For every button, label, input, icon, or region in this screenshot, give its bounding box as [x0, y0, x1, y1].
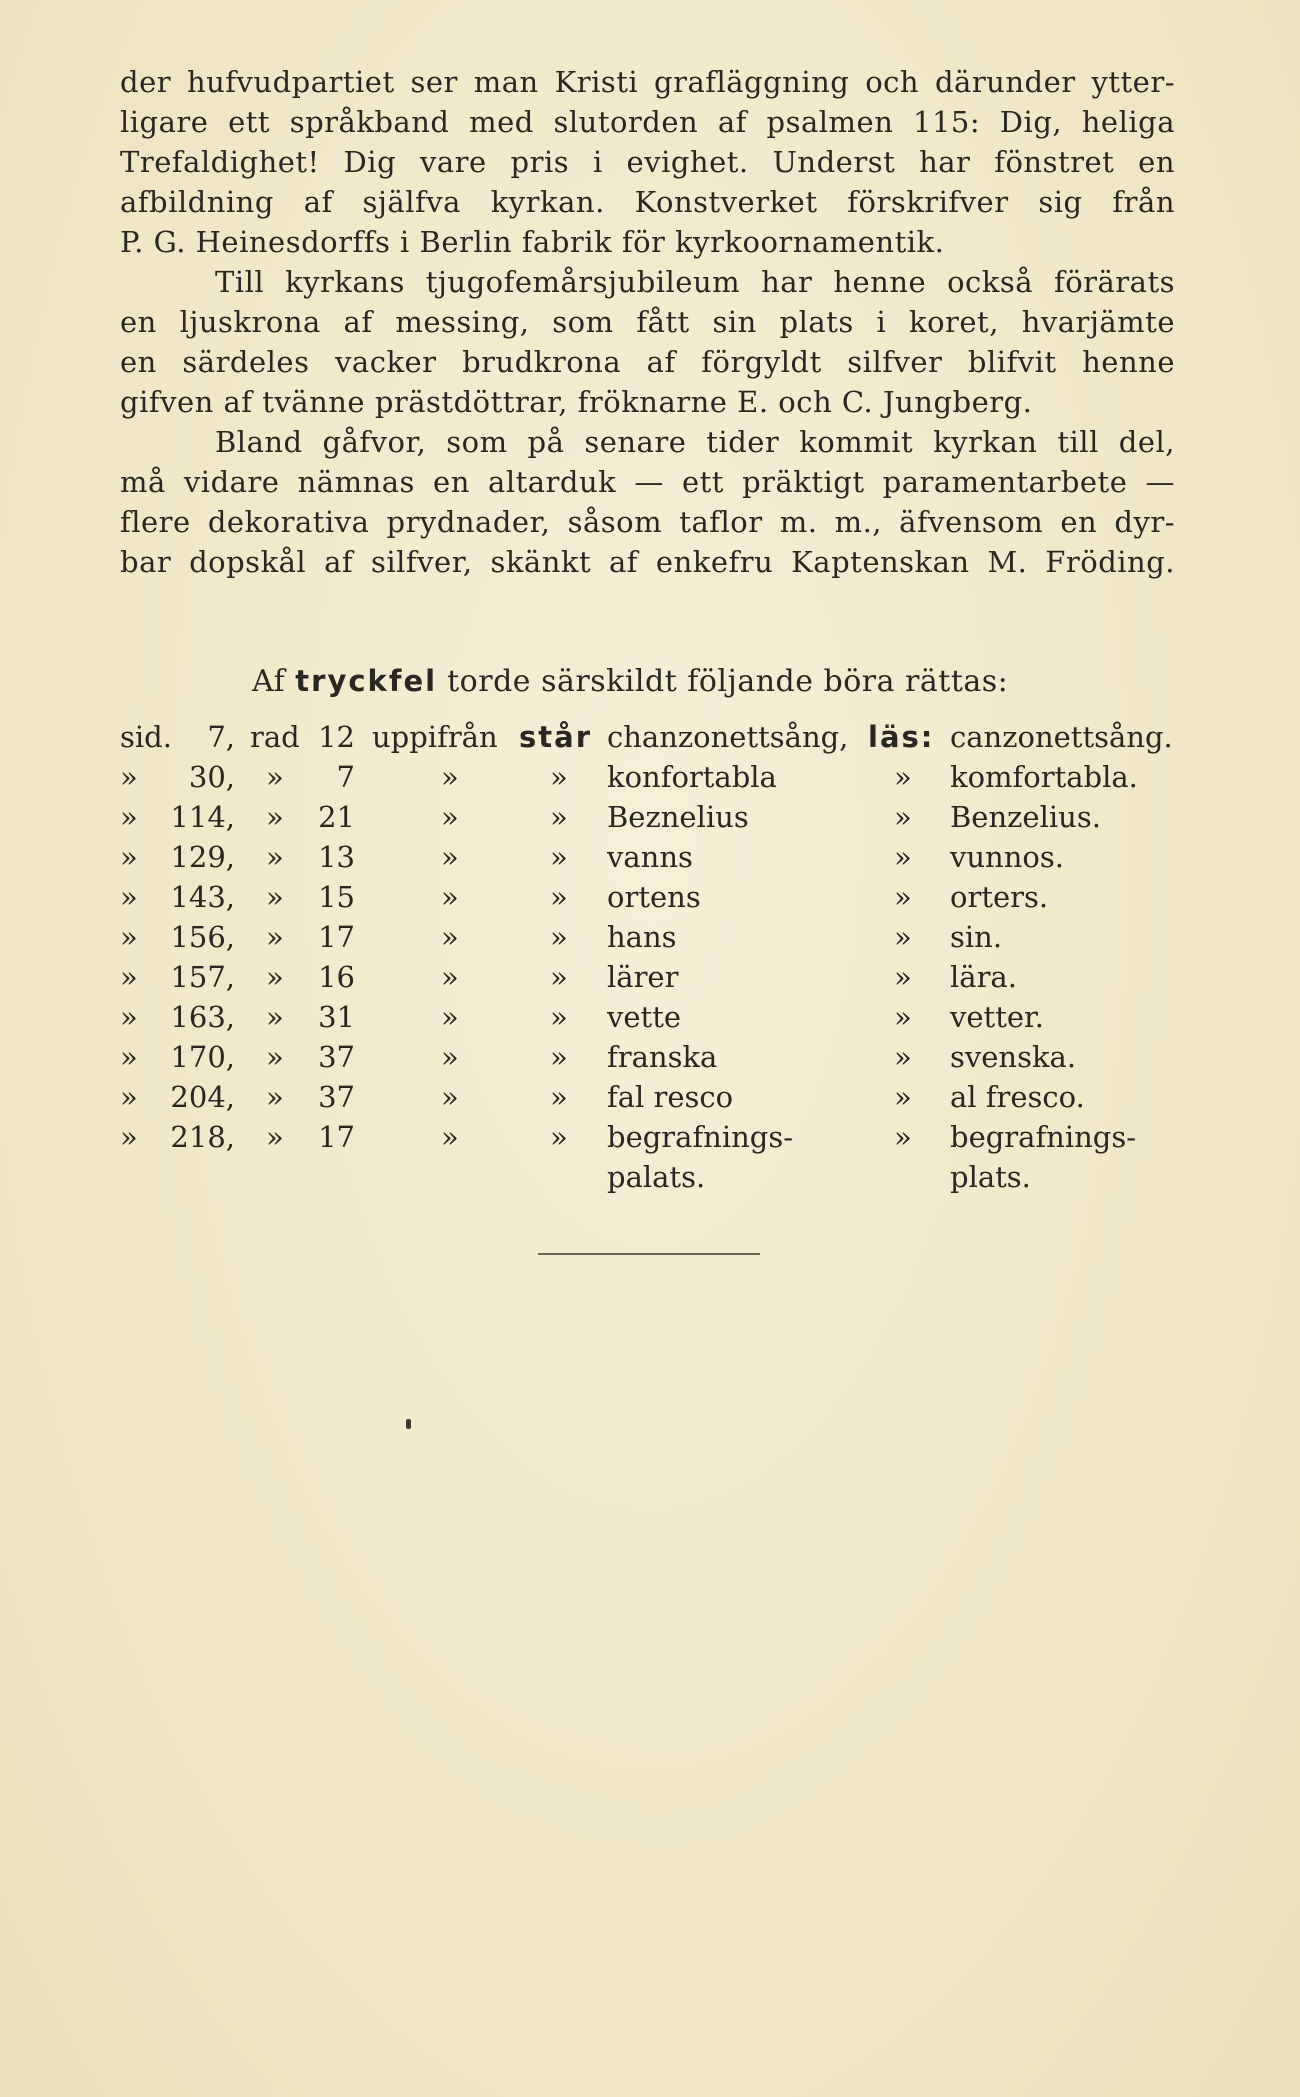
- errata-ditto: »: [266, 840, 284, 874]
- end-rule: [538, 1253, 760, 1255]
- errata-line: 17: [318, 1120, 355, 1154]
- text-line: afbildning af själfva kyrkan. Konstverket förskrifver sig från: [120, 185, 1175, 219]
- errata-row: [0, 800, 1300, 840]
- errata-page: 30,: [188, 760, 235, 794]
- errata-wrong: franska: [607, 1040, 718, 1074]
- text-line: der hufvudpartiet ser man Kristi grafläggning och därunder ytter-: [120, 65, 1175, 99]
- errata-page: 7,: [207, 720, 235, 754]
- errata-ditto: »: [894, 960, 912, 994]
- text-line: gifven af tvänne prästdöttrar, fröknarne E. och C. Jungberg.: [120, 385, 1033, 419]
- errata-ditto: »: [441, 880, 459, 914]
- errata-right: orters.: [950, 880, 1049, 914]
- errata-heading-spaced: tryckfel: [295, 664, 438, 698]
- errata-ditto: »: [266, 960, 284, 994]
- errata-uppifran-label: uppifrån: [372, 720, 498, 754]
- text-line: P. G. Heinesdorffs i Berlin fabrik för kyrkoornamentik.: [120, 225, 945, 259]
- errata-line: 31: [318, 1000, 355, 1034]
- text-line: en ljuskrona af messing, som fått sin plats i koret, hvarjämte: [120, 305, 1175, 339]
- errata-right: Benzelius.: [950, 800, 1101, 834]
- errata-ditto: »: [266, 1000, 284, 1034]
- errata-ditto: »: [894, 880, 912, 914]
- errata-ditto: »: [550, 1120, 568, 1154]
- errata-header-row: [0, 720, 1300, 760]
- errata-right: komfortabla.: [950, 760, 1138, 794]
- errata-line: 37: [318, 1040, 355, 1074]
- errata-ditto: »: [266, 1120, 284, 1154]
- errata-ditto: »: [894, 920, 912, 954]
- errata-ditto: »: [550, 960, 568, 994]
- errata-ditto: »: [120, 960, 138, 994]
- errata-right: svenska.: [950, 1040, 1077, 1074]
- errata-right: vetter.: [950, 1000, 1044, 1034]
- errata-page: 163,: [170, 1000, 235, 1034]
- text-line: ligare ett språkband med slutorden af psalmen 115: Dig, heliga: [120, 105, 1175, 139]
- errata-heading-after: torde särskildt följande böra rättas:: [447, 664, 1009, 699]
- errata-ditto: »: [120, 1080, 138, 1114]
- errata-ditto: »: [441, 760, 459, 794]
- errata-ditto: »: [894, 840, 912, 874]
- text-line: Trefaldighet! Dig vare pris i evighet. Underst har fönstret en: [120, 145, 1175, 179]
- errata-ditto: »: [894, 1120, 912, 1154]
- errata-ditto: »: [441, 840, 459, 874]
- errata-ditto: »: [894, 760, 912, 794]
- errata-heading-before: Af: [252, 664, 286, 699]
- errata-ditto: »: [550, 920, 568, 954]
- errata-ditto: »: [120, 880, 138, 914]
- errata-wrong: chanzonettsång,: [607, 720, 849, 754]
- errata-ditto: »: [120, 920, 138, 954]
- errata-ditto: »: [441, 1000, 459, 1034]
- errata-ditto: »: [550, 1000, 568, 1034]
- errata-page: 204,: [170, 1080, 235, 1114]
- errata-ditto: »: [266, 1040, 284, 1074]
- errata-page: 170,: [170, 1040, 235, 1074]
- errata-wrong: hans: [607, 920, 677, 954]
- errata-line: 13: [318, 840, 355, 874]
- errata-line: 16: [318, 960, 355, 994]
- errata-wrong: lärer: [607, 960, 679, 994]
- errata-page: 218,: [170, 1120, 235, 1154]
- errata-ditto: »: [266, 920, 284, 954]
- errata-wrong: begrafnings-: [607, 1120, 794, 1154]
- errata-ditto: »: [894, 1080, 912, 1114]
- text-line: Till kyrkans tjugofemårsjubileum har henne också förärats: [215, 265, 1175, 299]
- errata-wrong: fal resco: [607, 1080, 734, 1114]
- errata-line: 37: [318, 1080, 355, 1114]
- errata-ditto: »: [550, 760, 568, 794]
- errata-page: 143,: [170, 880, 235, 914]
- errata-ditto: »: [550, 1080, 568, 1114]
- errata-ditto: »: [120, 1000, 138, 1034]
- errata-ditto: »: [441, 1080, 459, 1114]
- errata-line: 12: [318, 720, 355, 754]
- errata-row: [0, 960, 1300, 1000]
- errata-star-label: står: [519, 720, 592, 754]
- errata-ditto: »: [120, 760, 138, 794]
- errata-ditto: »: [550, 1040, 568, 1074]
- errata-ditto: »: [441, 1040, 459, 1074]
- errata-line: 7: [336, 760, 355, 794]
- errata-row: [0, 1080, 1300, 1120]
- errata-ditto: »: [441, 1120, 459, 1154]
- errata-row: [0, 840, 1300, 880]
- errata-wrong: Beznelius: [607, 800, 749, 834]
- errata-right: canzonettsång.: [950, 720, 1173, 754]
- errata-row: [0, 1120, 1300, 1160]
- errata-ditto: »: [894, 1000, 912, 1034]
- errata-row: [0, 880, 1300, 920]
- errata-ditto: »: [550, 840, 568, 874]
- errata-line: 15: [318, 880, 355, 914]
- errata-page: 156,: [170, 920, 235, 954]
- errata-ditto: »: [266, 800, 284, 834]
- errata-sid-label: sid.: [120, 720, 172, 754]
- errata-page: 157,: [170, 960, 235, 994]
- text-line: bar dopskål af silfver, skänkt af enkefru Kaptenskan M. Fröding.: [120, 545, 1175, 579]
- errata-page: 129,: [170, 840, 235, 874]
- errata-heading: [252, 664, 1008, 699]
- errata-ditto: »: [894, 800, 912, 834]
- errata-ditto: »: [550, 880, 568, 914]
- errata-row: [0, 1040, 1300, 1080]
- body-paragraphs: [120, 62, 1175, 582]
- errata-right: begrafnings-: [950, 1120, 1137, 1154]
- errata-right: vunnos.: [950, 840, 1064, 874]
- errata-right: sin.: [950, 920, 1003, 954]
- errata-ditto: »: [894, 1040, 912, 1074]
- errata-right: plats.: [950, 1160, 1031, 1194]
- errata-wrong: ortens: [607, 880, 701, 914]
- errata-ditto: »: [120, 1040, 138, 1074]
- errata-ditto: »: [441, 960, 459, 994]
- errata-row: [0, 920, 1300, 960]
- errata-ditto: »: [120, 1120, 138, 1154]
- errata-wrong: palats.: [607, 1160, 706, 1194]
- errata-ditto: »: [441, 800, 459, 834]
- errata-row: [0, 760, 1300, 800]
- errata-ditto: »: [441, 920, 459, 954]
- errata-ditto: »: [266, 1080, 284, 1114]
- ink-speck: [406, 1419, 411, 1429]
- errata-wrong: vanns: [607, 840, 693, 874]
- errata-continuation-row: [0, 1160, 1300, 1200]
- errata-ditto: »: [266, 760, 284, 794]
- errata-wrong: konfortabla: [607, 760, 777, 794]
- errata-ditto: »: [120, 840, 138, 874]
- errata-page: 114,: [170, 800, 235, 834]
- errata-wrong: vette: [607, 1000, 682, 1034]
- errata-ditto: »: [550, 800, 568, 834]
- text-line: en särdeles vacker brudkrona af förgyldt silfver blifvit henne: [120, 345, 1175, 379]
- errata-right: lära.: [950, 960, 1017, 994]
- text-line: Bland gåfvor, som på senare tider kommit kyrkan till del,: [215, 425, 1175, 459]
- errata-ditto: »: [266, 880, 284, 914]
- text-line: flere dekorativa prydnader, såsom taflor m. m., äfvensom en dyr-: [120, 505, 1175, 539]
- errata-right: al fresco.: [950, 1080, 1085, 1114]
- errata-rad-label: rad: [250, 720, 300, 754]
- errata-row: [0, 1000, 1300, 1040]
- errata-ditto: »: [120, 800, 138, 834]
- errata-line: 21: [318, 800, 355, 834]
- errata-las-label: läs:: [868, 720, 935, 754]
- text-line: må vidare nämnas en altarduk — ett präktigt paramentarbete —: [120, 465, 1175, 499]
- errata-line: 17: [318, 920, 355, 954]
